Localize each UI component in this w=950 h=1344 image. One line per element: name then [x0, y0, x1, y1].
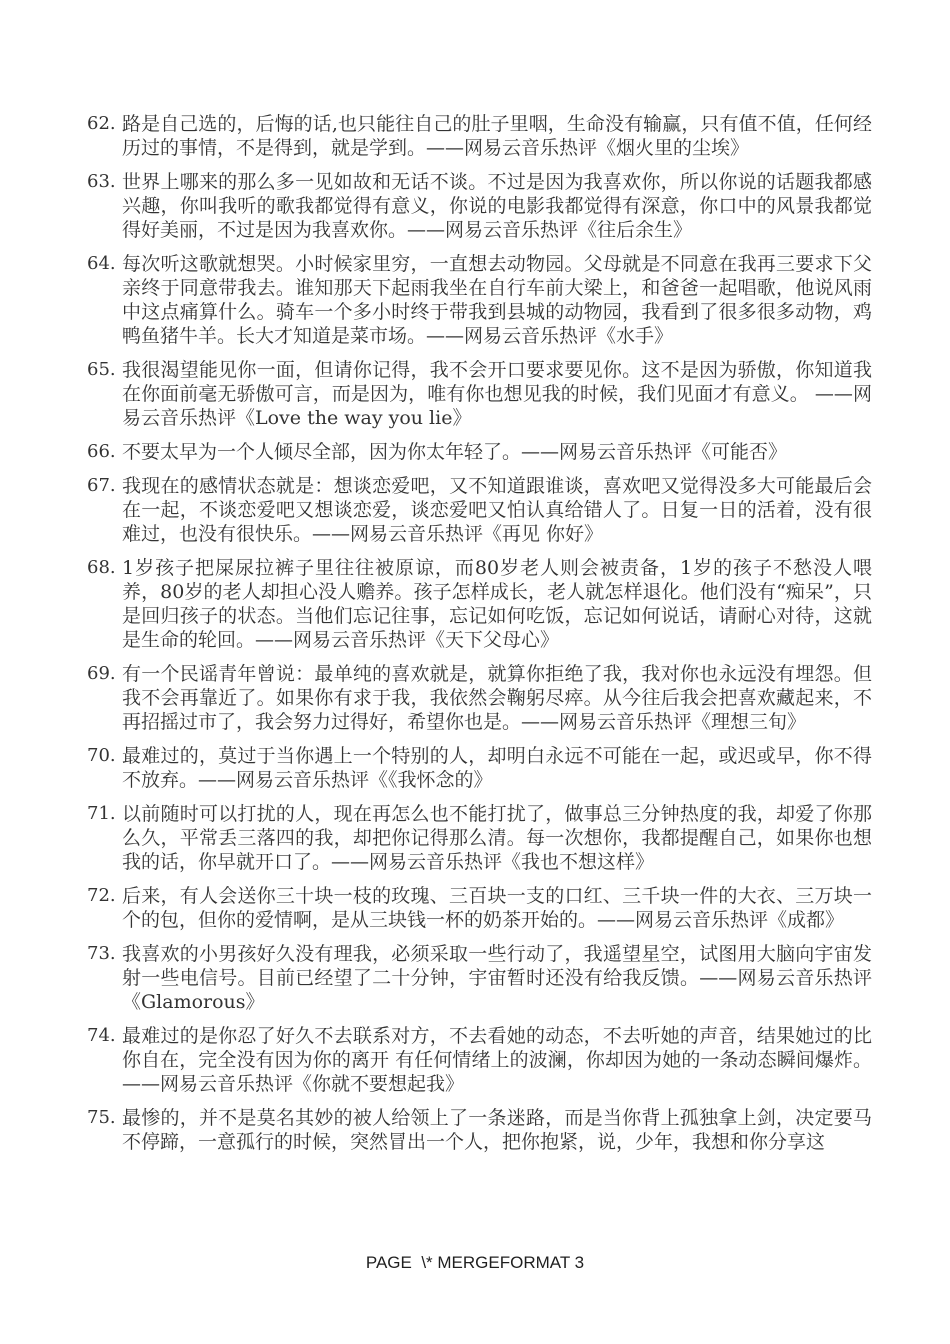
item-text: 不要太早为一个人倾尽全部，因为你太年轻了。——网易云音乐热评《可能否》 — [122, 441, 788, 463]
page-number-field: PAGE \* MERGEFORMAT 3 — [365, 1253, 585, 1272]
item-number: 69. — [87, 663, 116, 684]
list-item — [87, 884, 872, 932]
item-number: 62. — [87, 113, 116, 134]
item-number: 74. — [87, 1025, 116, 1046]
list-item — [87, 1106, 872, 1154]
item-number: 67. — [87, 475, 116, 496]
item-number: 70. — [87, 745, 116, 766]
item-number: 72. — [87, 885, 116, 906]
item-number: 63. — [87, 171, 116, 192]
item-text: 最难过的是你忍了好久不去联系对方，不去看她的动态，不去听她的声音，结果她过的比你自在，完全没有因为你的离开 有任何情绪上的波澜，你却因为她的一条动态瞬间爆炸。——网易云音乐热评《你就不要想起我》 — [122, 1025, 872, 1095]
item-text: 以前随时可以打扰的人，现在再怎么也不能打扰了，做事总三分钟热度的我，却爱了你那么久，平常丢三落四的我，却把你记得那么清。每一次想你，我都提醒自己，如果你也想我的话，你早就开口了。——网易云音乐热评《我也不想这样》 — [122, 803, 872, 873]
list-item — [87, 662, 872, 734]
item-text: 最惨的，并不是莫名其妙的被人给领上了一条迷路，而是当你背上孤独拿上剑，决定要马不停蹄，一意孤行的时候，突然冒出一个人，把你抱紧，说，少年，我想和你分享这 — [122, 1107, 872, 1153]
item-number: 75. — [87, 1107, 116, 1128]
item-text: 我很渴望能见你一面，但请你记得，我不会开口要求要见你。这不是因为骄傲，你知道我在你面前毫无骄傲可言，而是因为，唯有你也想见我的时候，我们见面才有意义。 ——网易云音乐热评《Love the way you lie》 — [122, 359, 872, 429]
item-text: 我现在的感情状态就是：想谈恋爱吧，又不知道跟谁谈，喜欢吧又觉得没多大可能最后会在一起，不谈恋爱吧又想谈恋爱，谈恋爱吧又怕认真给错人了。日复一日的活着，没有很难过，也没有很快乐。——网易云音乐热评《再见 你好》 — [122, 475, 872, 545]
list-item — [87, 440, 872, 464]
item-number: 73. — [87, 943, 116, 964]
list-item — [87, 252, 872, 348]
list-item — [87, 1024, 872, 1096]
item-text: 世界上哪来的那么多一见如故和无话不谈。不过是因为我喜欢你，所以你说的话题我都感兴趣，你叫我听的歌我都觉得有意义，你说的电影我都觉得有深意，你口中的风景我都觉得好美丽，不过是因为我喜欢你。——网易云音乐热评《往后余生》 — [122, 171, 872, 241]
item-number: 64. — [87, 253, 116, 274]
list-item — [87, 358, 872, 430]
item-text: 每次听这歌就想哭。小时候家里穷，一直想去动物园。父母就是不同意在我再三要求下父亲终于同意带我去。谁知那天下起雨我坐在自行车前大梁上，和爸爸一起唱歌，他说风雨中这点痛算什么。骑车一个多小时终于带我到县城的动物园，我看到了很多很多动物，鸡鸭鱼猪牛羊。长大才知道是菜市场。——网易云音乐热评《水手》 — [122, 253, 872, 347]
item-number: 65. — [87, 359, 116, 380]
list-item — [87, 744, 872, 792]
list-item — [87, 556, 872, 652]
item-text: 后来，有人会送你三十块一枝的玫瑰、三百块一支的口红、三千块一件的大衣、三万块一个的包，但你的爱情啊，是从三块钱一杯的奶茶开始的。——网易云音乐热评《成都》 — [122, 885, 872, 931]
item-text: 有一个民谣青年曾说：最单纯的喜欢就是，就算你拒绝了我，我对你也永远没有埋怨。但我不会再靠近了。如果你有求于我，我依然会鞠躬尽瘁。从今往后我会把喜欢藏起来，不再招摇过市了，我会努力过得好，希望你也是。——网易云音乐热评《理想三旬》 — [122, 663, 872, 733]
item-text: 路是自己选的，后悔的话,也只能往自己的肚子里咽，生命没有输赢，只有值不值，任何经历过的事情，不是得到，就是学到。——网易云音乐热评《烟火里的尘埃》 — [122, 113, 872, 159]
list-item — [87, 802, 872, 874]
item-text: 1岁孩子把屎尿拉裤子里往往被原谅，而80岁老人则会被责备，1岁的孩子不愁没人喂养，80岁的老人却担心没人赡养。孩子怎样成长，老人就怎样退化。他们没有“痴呆”，只是回归孩子的状态。当他们忘记往事，忘记如何吃饭，忘记如何说话，请耐心对待，这就是生命的轮回。——网易云音乐热评《天下父母心》 — [122, 557, 872, 651]
list-item — [87, 170, 872, 242]
item-text: 最难过的，莫过于当你遇上一个特别的人，却明白永远不可能在一起，或迟或早，你不得不放弃。——网易云音乐热评《《我怀念的》 — [122, 745, 872, 791]
list-item — [87, 112, 872, 160]
quote-list — [87, 112, 872, 1164]
item-number: 66. — [87, 441, 116, 462]
list-item — [87, 474, 872, 546]
item-number: 71. — [87, 803, 116, 824]
item-text: 我喜欢的小男孩好久没有理我，必须采取一些行动了，我遥望星空，试图用大脑向宇宙发射一些电信号。目前已经望了二十分钟，宇宙暂时还没有给我反馈。——网易云音乐热评《Glamorous》 — [122, 943, 872, 1013]
list-item — [87, 942, 872, 1014]
item-number: 68. — [87, 557, 116, 578]
